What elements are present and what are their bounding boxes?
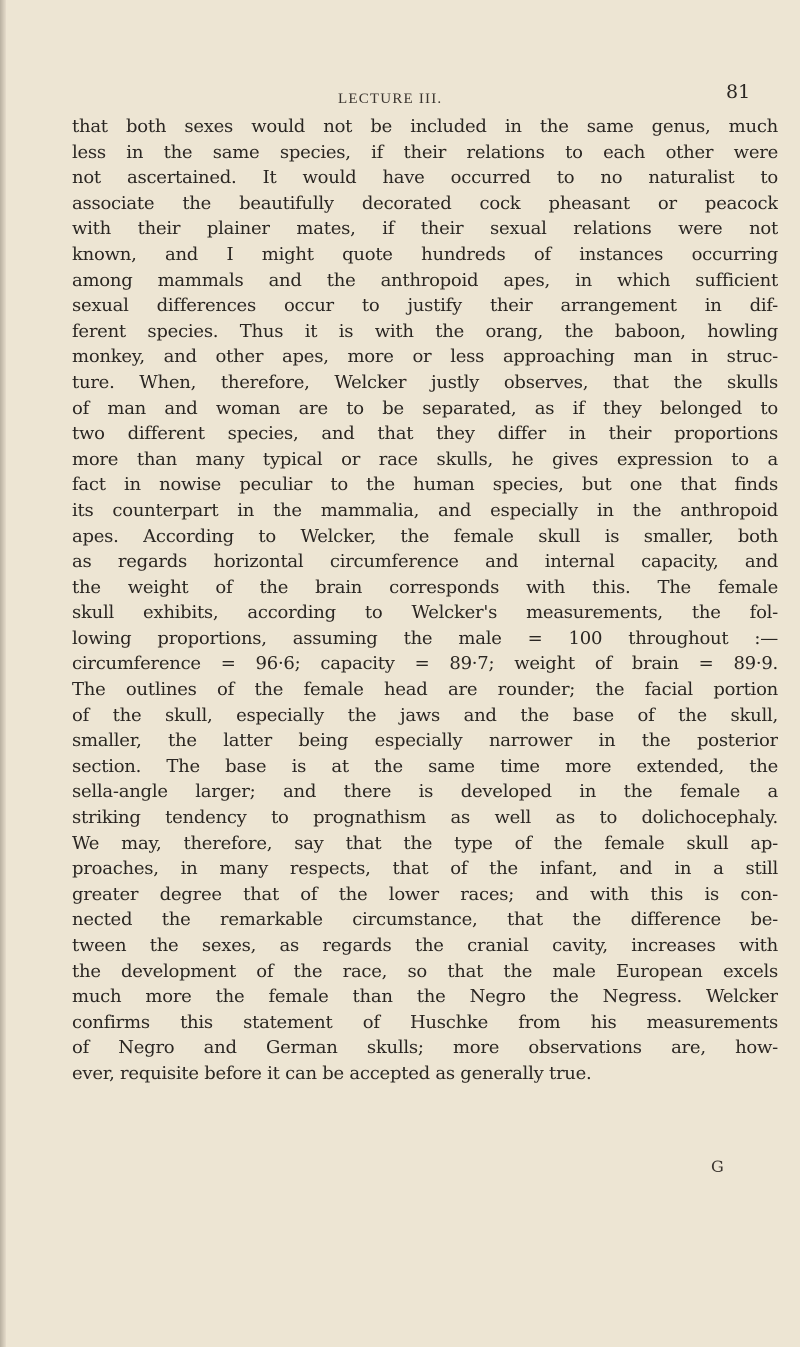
text-line: two different species, and that they differ in their proportions (72, 423, 778, 445)
text-line: greater degree that of the lower races; and with this is con- (72, 883, 778, 905)
text-line: circumference = 96·6; capacity = 89·7; weight of brain = 89·9. (72, 653, 778, 675)
text-line: less in the same species, if their relations to each other were (72, 141, 778, 163)
text-line: confirms this statement of Huschke from his measurements (72, 1011, 778, 1033)
text-line: smaller, the latter being especially narrower in the posterior (72, 730, 778, 752)
running-head: LECTURE III. (338, 91, 443, 107)
text-line: the weight of the brain corresponds with this. The female (72, 576, 778, 598)
signature-mark: G (711, 1157, 724, 1176)
page-number: 81 (726, 81, 751, 103)
text-line: apes. According to Welcker, the female skull is smaller, both (72, 525, 778, 547)
text-line: of man and woman are to be separated, as if they belonged to (72, 397, 778, 419)
text-line: its counterpart in the mammalia, and especially in the anthropoid (72, 499, 778, 521)
text-line: much more the female than the Negro the Negress. Welcker (72, 986, 778, 1008)
text-line: nected the remarkable circumstance, that the difference be- (72, 909, 778, 931)
text-line: sexual differences occur to justify their arrangement in dif- (72, 295, 778, 317)
text-line: sella-angle larger; and there is developed in the female a (72, 781, 778, 803)
text-line: ferent species. Thus it is with the orang, the baboon, howling (72, 320, 778, 342)
text-line: among mammals and the anthropoid apes, in which sufficient (72, 269, 778, 291)
text-line: fact in nowise peculiar to the human species, but one that finds (72, 474, 778, 496)
text-line: section. The base is at the same time more extended, the (72, 755, 778, 777)
text-line: the development of the race, so that the male European excels (72, 960, 778, 982)
text-line: of Negro and German skulls; more observations are, how- (72, 1037, 778, 1059)
text-line: skull exhibits, according to Welcker's measurements, the fol- (72, 602, 778, 624)
text-line: as regards horizontal circumference and internal capacity, and (72, 551, 778, 573)
text-line: ever, requisite before it can be accepted as generally true. (72, 1062, 592, 1084)
body-paragraph (72, 114, 778, 1087)
text-line: not ascertained. It would have occurred to no naturalist to (72, 167, 778, 189)
text-line: of the skull, especially the jaws and the base of the skull, (72, 704, 778, 726)
text-line: lowing proportions, assuming the male = 100 throughout :— (72, 627, 778, 649)
text-line: known, and I might quote hundreds of instances occurring (72, 243, 778, 265)
text-line: tween the sexes, as regards the cranial cavity, increases with (72, 935, 778, 956)
text-line: striking tendency to prognathism as well as to dolichocephaly. (72, 807, 778, 829)
text-line: We may, therefore, say that the type of the female skull ap- (72, 832, 778, 854)
text-line: associate the beautifully decorated cock pheasant or peacock (72, 192, 778, 214)
text-line: with their plainer mates, if their sexual relations were not (72, 218, 778, 240)
text-line: more than many typical or race skulls, he gives expression to a (72, 448, 778, 470)
text-line: that both sexes would not be included in the same genus, much (72, 116, 778, 137)
text-line: The outlines of the female head are rounder; the facial portion (72, 679, 778, 701)
text-line: monkey, and other apes, more or less approaching man in struc- (72, 346, 778, 368)
text-line: proaches, in many respects, that of the infant, and in a still (72, 858, 778, 880)
text-line: ture. When, therefore, Welcker justly observes, that the skulls (72, 371, 778, 393)
